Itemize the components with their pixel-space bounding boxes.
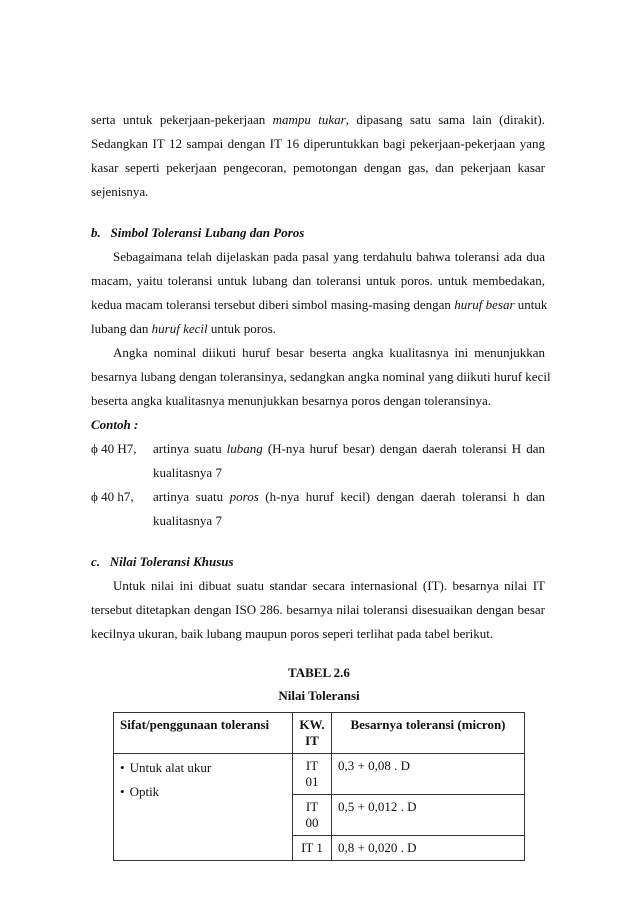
example-description: artinya suatu poros (h-nya huruf kecil) dengan daerah toleransi h dan — [153, 489, 545, 504]
value-cell: 0,5 + 0,012 . D — [332, 795, 525, 836]
example-symbol: ϕ 40 h7, — [91, 489, 134, 504]
section-c-line1: Untuk nilai ini dibuat suatu standar secara internasional (IT). besarnya nilai IT — [113, 578, 545, 593]
kw-cell: IT 00 — [293, 795, 332, 836]
table-row — [114, 754, 525, 795]
section-b-heading: b. Simbol Toleransi Lubang dan Poros — [91, 225, 305, 240]
example-description-cont: kualitasnya 7 — [153, 513, 222, 528]
table-caption-number: TABEL 2.6 — [288, 665, 350, 680]
example-label: Contoh : — [91, 417, 139, 432]
section-c-line2: tersebut ditetapkan dengan ISO 286. besarnya nilai toleransi disesuaikan dengan besar — [91, 602, 545, 617]
tolerance-table — [113, 712, 525, 861]
value-cell: 0,8 + 0,020 . D — [332, 836, 525, 861]
section-b-p1-line4: lubang dan huruf kecil untuk poros. — [91, 321, 276, 336]
value-cell: 0,3 + 0,08 . D — [332, 754, 525, 795]
kw-cell: IT 01 — [293, 754, 332, 795]
usage-item: • Optik — [120, 784, 286, 800]
example-description: artinya suatu lubang (H-nya huruf besar) dengan daerah toleransi H dan — [153, 441, 545, 456]
para1-line1: serta untuk pekerjaan-pekerjaan mampu tukar, dipasang satu sama lain (dirakit). — [91, 112, 545, 127]
section-b-p2-line3: beserta angka kualitasnya menunjukkan besarnya poros dengan toleransinya. — [91, 393, 491, 408]
section-b-p2-line2: besarnya lubang dengan toleransinya, sedangkan angka nominal yang diikuti huruf kecil — [91, 369, 551, 384]
table-header-row — [114, 713, 525, 754]
section-b-p1-line1: Sebagaimana telah dijelaskan pada pasal yang terdahulu bahwa toleransi ada dua — [113, 249, 545, 264]
table-caption-title: Nilai Toleransi — [278, 688, 360, 703]
para1-line3: kasar seperti pekerjaan pengecoran, pemotongan dengan gas, dan pekerjaan kasar — [91, 160, 545, 175]
usage-cell — [114, 754, 293, 861]
section-c-line3: kecilnya ukuran, baik lubang maupun poros seperi terlihat pada tabel berikut. — [91, 626, 494, 641]
header-kw-it: KW. IT — [293, 713, 332, 754]
example-symbol: ϕ 40 H7, — [91, 441, 137, 456]
section-b-p1-line2: macam, yaitu toleransi untuk lubang dan toleransi untuk poros. untuk membedakan, — [91, 273, 545, 288]
section-b-p2-line1: Angka nominal diikuti huruf besar beserta angka kualitasnya ini menunjukkan — [113, 345, 545, 360]
header-tolerance-value: Besarnya toleransi (micron) — [332, 713, 525, 754]
header-usage: Sifat/penggunaan toleransi — [114, 713, 293, 754]
section-b-p1-line3: kedua macam toleransi tersebut diberi simbol masing-masing dengan huruf besar untuk — [91, 297, 548, 312]
example-description-cont: kualitasnya 7 — [153, 465, 222, 480]
para1-line2: Sedangkan IT 12 sampai dengan IT 16 diperuntukkan bagi pekerjaan-pekerjaan yang — [91, 136, 545, 151]
usage-item: • Untuk alat ukur — [120, 760, 286, 776]
kw-cell: IT 1 — [293, 836, 332, 861]
para1-line4: sejenisnya. — [91, 184, 149, 199]
section-c-heading: c. Nilai Toleransi Khusus — [91, 554, 234, 569]
